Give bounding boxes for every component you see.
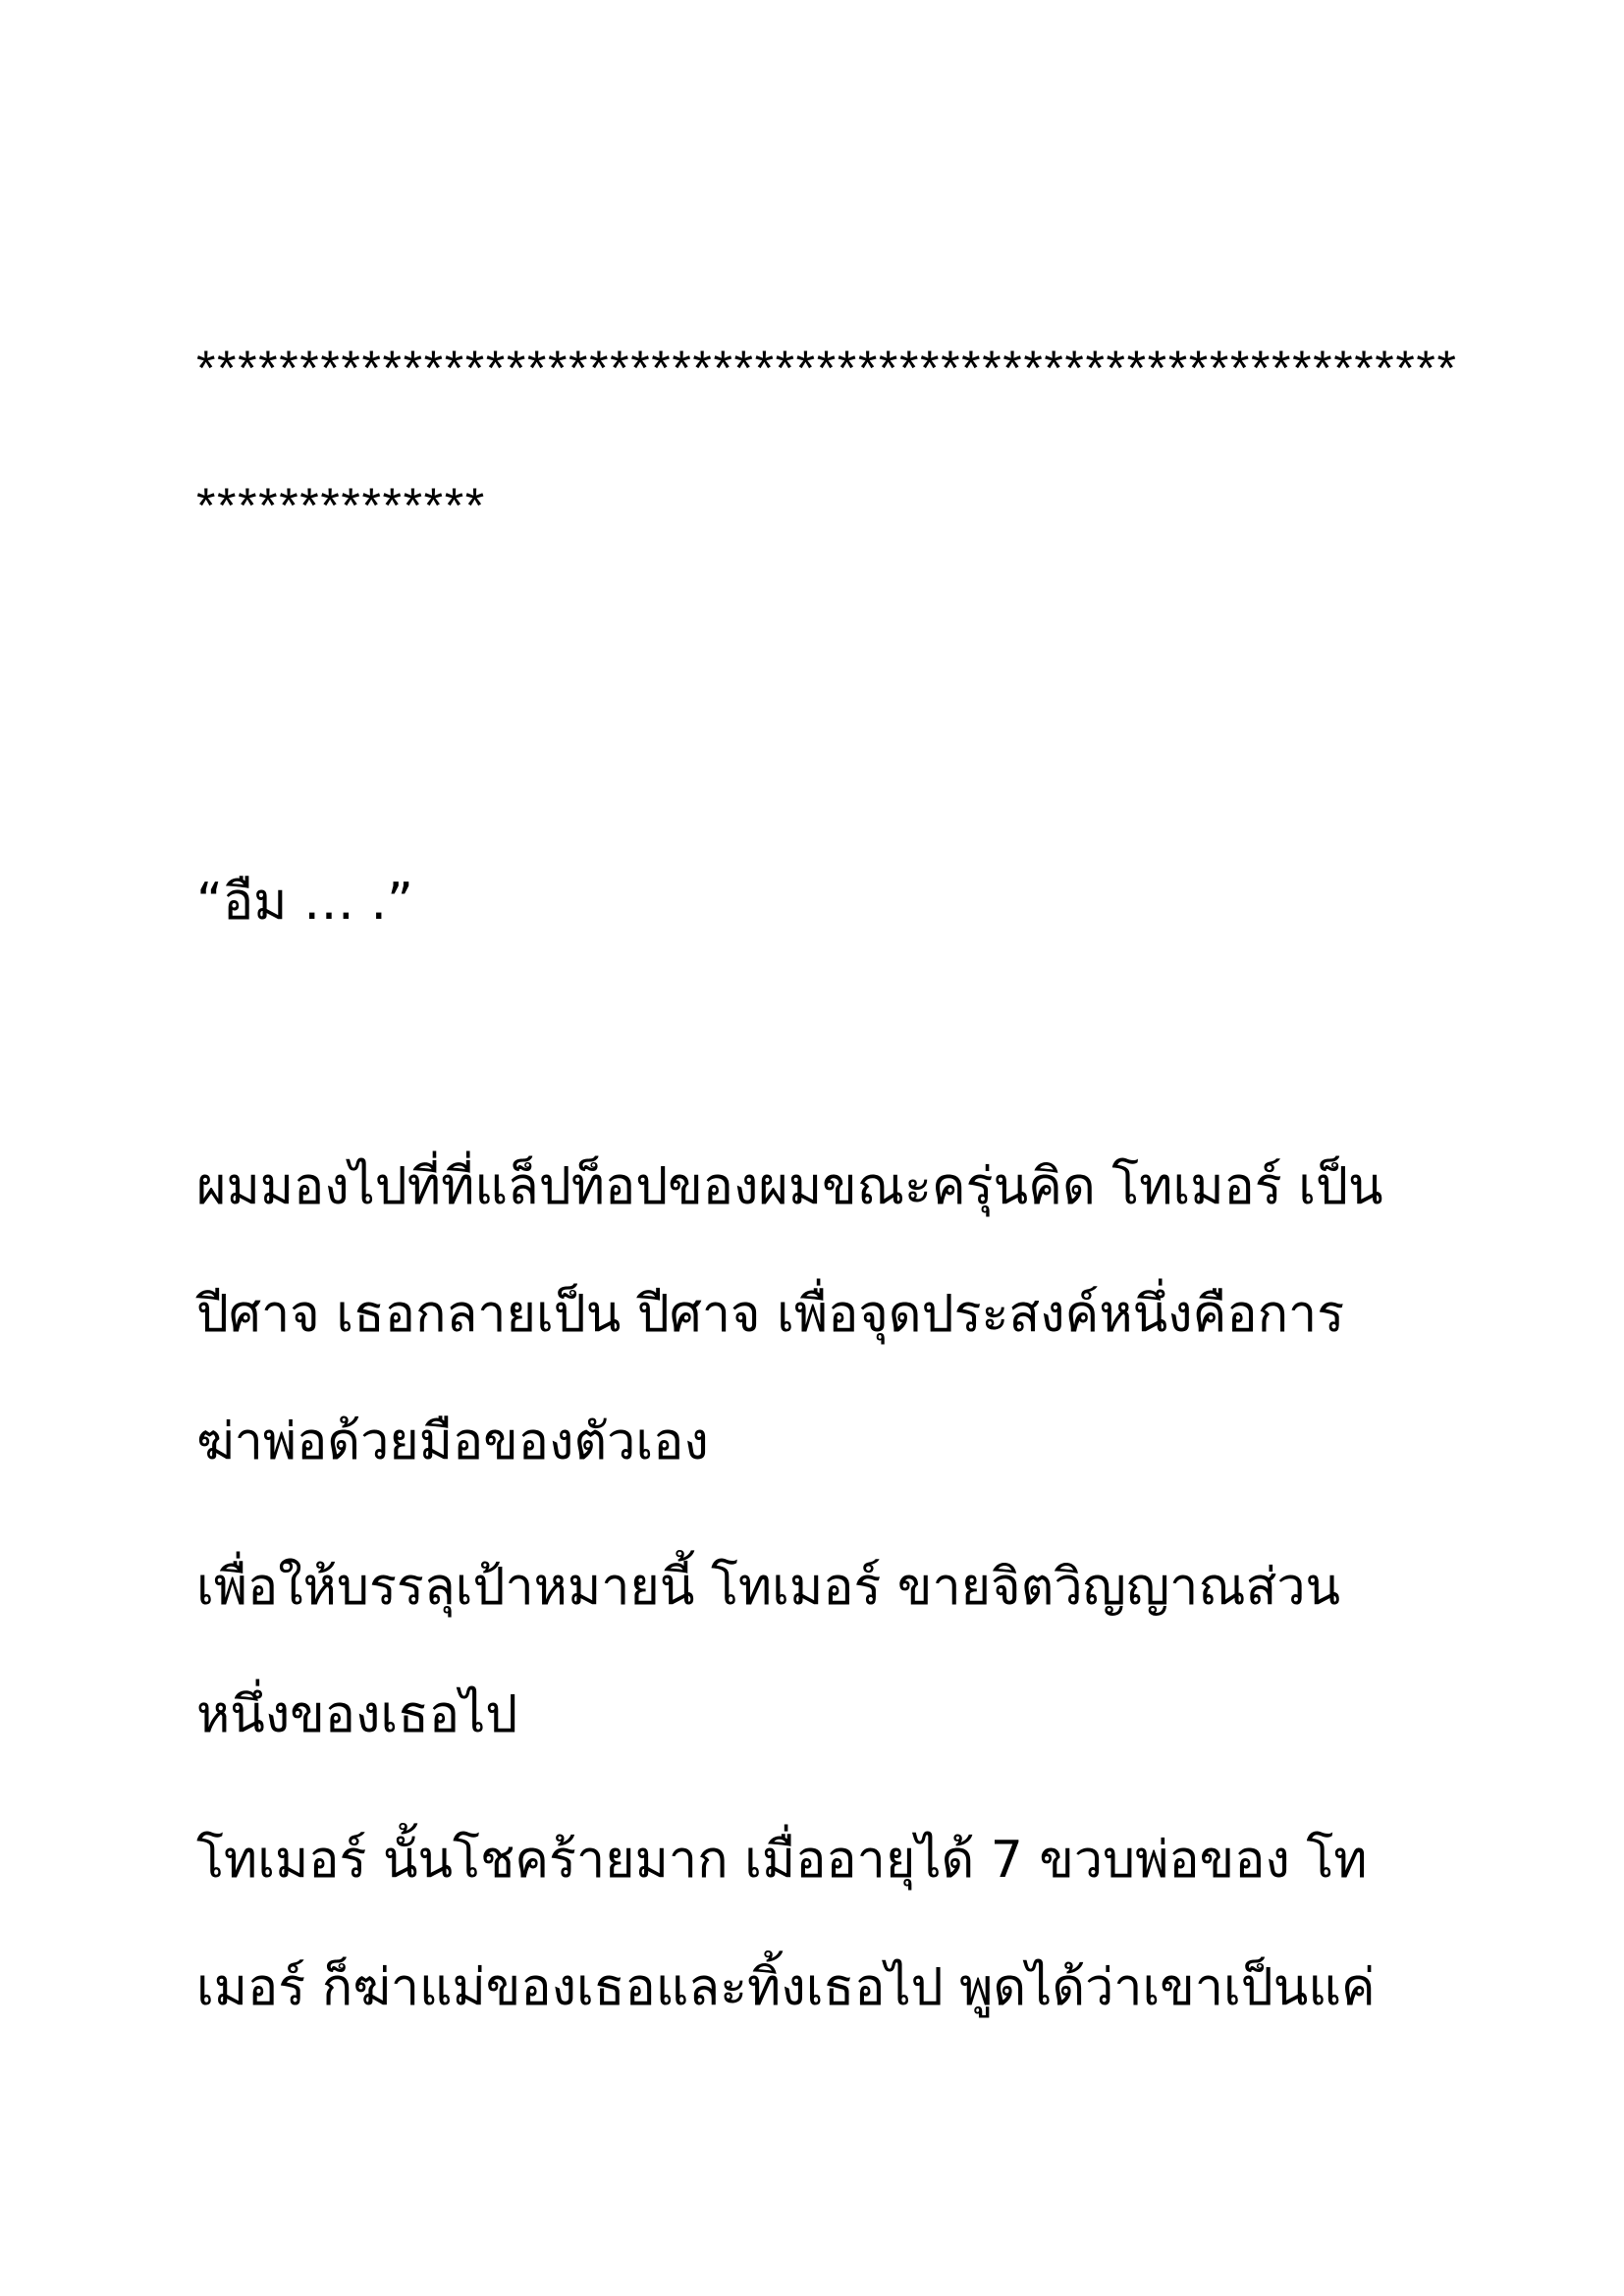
paragraph-line: โทเมอร์ นั้นโชคร้ายมาก เมื่ออายุได้ 7 ขวบพ่อของ โท (196, 1831, 1368, 1890)
paragraph-line: ปีศาจ เธอกลายเป็น ปีศาจ เพื่อจุดประสงค์หนึ่งคือการ (196, 1285, 1345, 1344)
paragraph-line: เมอร์ ก็ฆ่าแม่ของเธอและทิ้งเธอไป พูดได้ว่าเขาเป็นแค่ (196, 1958, 1376, 2017)
separator-line: ************** (196, 478, 486, 533)
paragraph-line: เพื่อให้บรรลุเป้าหมายนี้ โทเมอร์ ขายจิตวิญญาณส่วน (196, 1558, 1341, 1617)
quote-line: “อืม … .” (196, 873, 413, 932)
paragraph-line: ผมมองไปที่ที่แล็ปท็อปของผมขณะครุ่นคิด โทเมอร์ เป็น (196, 1157, 1383, 1216)
paragraph-line: ฆ่าพ่อด้วยมือของตัวเอง (196, 1413, 709, 1471)
separator-line: ************************************************************* (196, 341, 1458, 396)
paragraph-line: หนึ่งของเธอไป (196, 1685, 518, 1744)
